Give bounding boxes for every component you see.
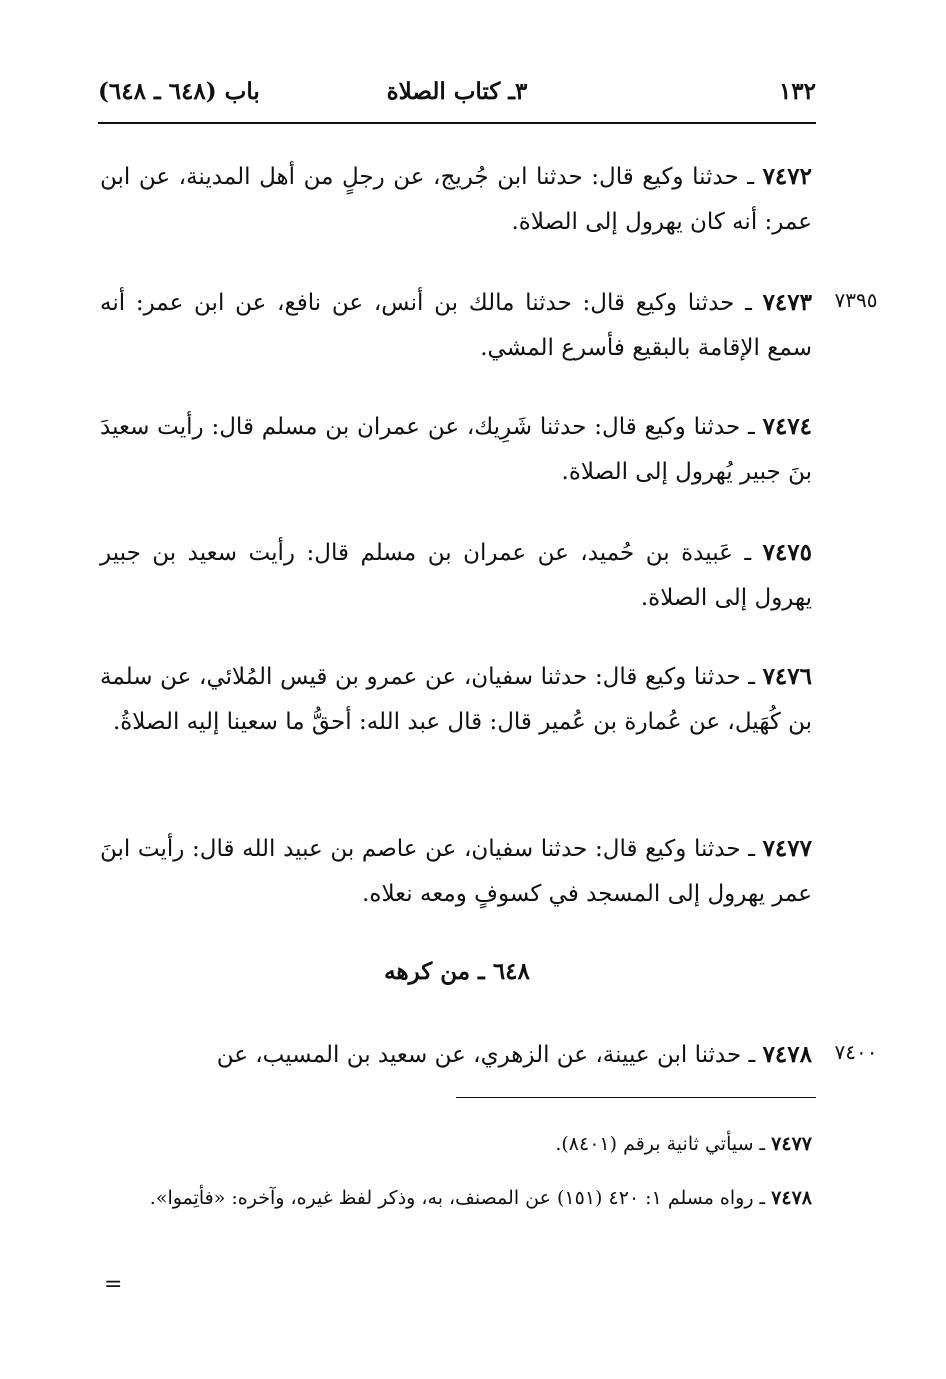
hadith-number: ٧٤٧٤ (762, 413, 813, 440)
footnote (100, 1178, 812, 1218)
hadith-number: ٧٤٧٧ (762, 835, 812, 862)
hadith-text: ـ عَبيدة بن حُميد، عن عمران بن مسلم قال: رأيت سعيد بن جبير يهرول إلى الصلاة. (100, 540, 812, 611)
hadith-number: ٧٤٧٣ (762, 289, 812, 316)
footnote-number: ٧٤٧٨ (771, 1187, 812, 1209)
continuation-mark: = (104, 1272, 123, 1297)
hadith-entry (100, 280, 812, 371)
hadith-text: ـ حدثنا وكيع قال: حدثنا شَرِيك، عن عمران بن مسلم قال: رأيت سعيدَ بنَ جبير يُهرول إلى الصلاة. (100, 414, 812, 485)
footnote-text: ـ سيأتي ثانية برقم (٨٤٠١). (555, 1133, 766, 1155)
section-heading: ٦٤٨ ـ من كرهه (384, 958, 530, 985)
hadith-entry (100, 826, 812, 917)
hadith-text: ـ حدثنا وكيع قال: حدثنا ابن جُريج، عن رجلٍ من أهل المدينة، عن ابن عمر: أنه كان يهرول إلى الصلاة. (100, 164, 812, 235)
header-rule (98, 122, 816, 124)
book-title: ٣ـ كتاب الصلاة (386, 78, 528, 105)
hadith-entry (100, 654, 812, 745)
margin-cross-reference: ٧٣٩٥ (834, 288, 878, 312)
hadith-entry (100, 404, 812, 495)
hadith-text: ـ حدثنا ابن عيينة، عن الزهري، عن سعيد بن المسيب، عن (216, 1042, 756, 1068)
footnote-separator (456, 1097, 816, 1098)
footnote (100, 1124, 812, 1164)
hadith-number: ٧٤٧٦ (762, 663, 812, 690)
hadith-entry (100, 530, 812, 621)
hadith-text: ـ حدثنا وكيع قال: حدثنا مالك بن أنس، عن نافع، عن ابن عمر: أنه سمع الإقامة بالبقيع فأسرع المشي. (100, 290, 812, 361)
hadith-text: ـ حدثنا وكيع قال: حدثنا سفيان، عن عمرو بن قيس المُلائي، عن سلمة بن كُهَيل، عن عُمارة بن عُمير قال: قال عبد الله: أحقُّ ما سعينا إليه الصلاةُ. (100, 664, 812, 735)
hadith-number: ٧٤٧٢ (762, 163, 812, 190)
hadith-entry (100, 1032, 812, 1078)
footnote-text: ـ رواه مسلم ١: ٤٢٠ (١٥١) عن المصنف، به، وذكر لفظ غيره، وآخره: «فأتِموا». (149, 1187, 766, 1209)
hadith-number: ٧٤٧٨ (762, 1041, 812, 1068)
footnote-number: ٧٤٧٧ (771, 1133, 812, 1155)
hadith-entry (100, 154, 812, 245)
hadith-text: ـ حدثنا وكيع قال: حدثنا سفيان، عن عاصم بن عبيد الله قال: رأيت ابنَ عمر يهرول إلى المسجد في كسوفٍ ومعه نعلاه. (100, 836, 812, 907)
hadith-number: ٧٤٧٥ (762, 539, 813, 566)
running-header (98, 78, 816, 118)
margin-cross-reference: ٧٤٠٠ (834, 1040, 878, 1064)
chapter-range: باب (٦٤٨ ـ ٦٤٨) (98, 78, 260, 105)
page-number: ١٣٢ (778, 78, 816, 105)
